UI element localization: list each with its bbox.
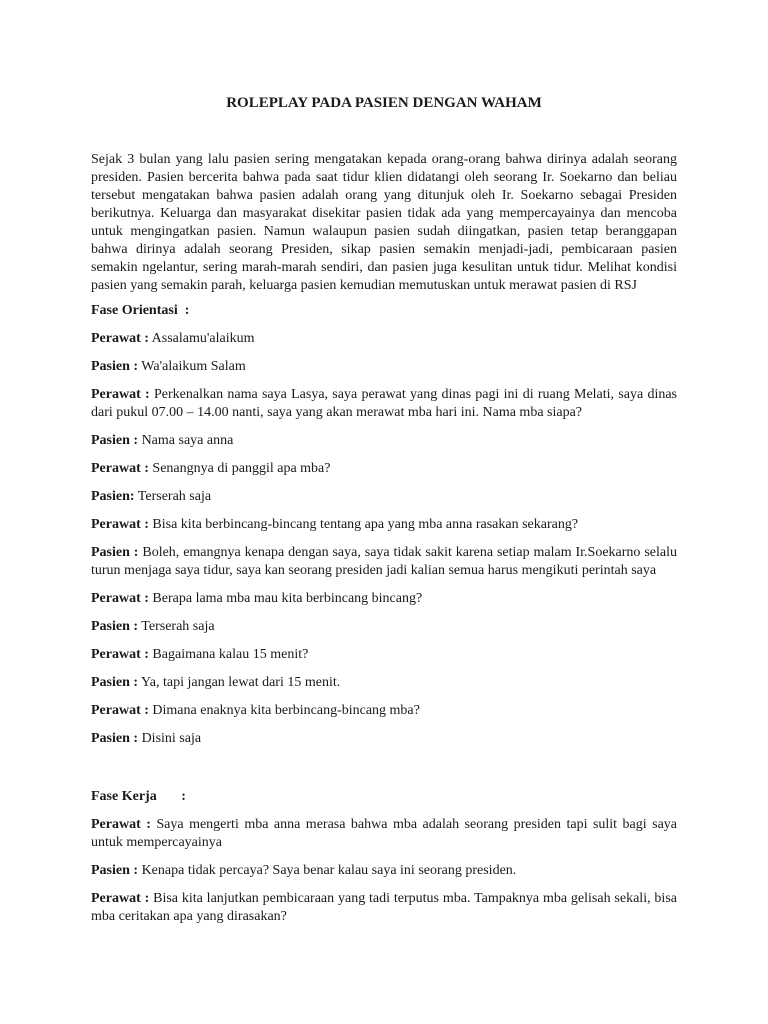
dialogue-text: Perkenalkan nama saya Lasya, saya perawat yang dinas pagi ini di ruang Melati, saya dinas dari pukul 07.00 – 14.00 nanti, saya yang akan merawat mba hari ini. Nama mba siapa?	[91, 387, 677, 420]
intro-paragraph: Sejak 3 bulan yang lalu pasien sering mengatakan kepada orang-orang bahwa dirinya adalah seorang presiden. Pasien bercerita bahwa pada saat tidur klien didatangi oleh seorang Ir. Soekarno dan beliau tersebut mengatakan bahwa pasien adalah orang yang ditunjuk oleh Ir. Soekarno sebagai Presiden berikutnya. Keluarga dan masyarakat disekitar pasien tidak ada yang mempercayainya dan mencoba untuk mengingatkan pasien. Namun walaupun pasien sudah diingatkan, pasien tetap beranggapan bahwa dirinya adalah seorang Presiden, sikap pasien semakin menjadi-jadi, pembicaraan pasien semakin ngelantur, sering marah-marah sendiri, dan pasien juga kesulitan untuk tidur. Melihat kondisi pasien yang semakin parah, keluarga pasien kemudian memutuskan untuk merawat pasien di RSJ	[91, 152, 677, 293]
dialogue-line	[91, 358, 677, 376]
dialogue-text: Senangnya di panggil apa mba?	[148, 461, 331, 476]
speaker-label: Perawat :	[91, 703, 149, 718]
dialogue-line	[91, 516, 677, 534]
dialogue-line	[91, 618, 677, 636]
speaker-label: Pasien :	[91, 675, 139, 690]
speaker-label: Perawat :	[91, 817, 151, 832]
document-title: ROLEPLAY PADA PASIEN DENGAN WAHAM	[226, 95, 542, 111]
speaker-label: Pasien :	[91, 359, 139, 374]
dialogue-sections	[91, 302, 677, 926]
dialogue-line	[91, 386, 677, 422]
speaker-label: Perawat :	[91, 647, 149, 662]
document-page	[91, 93, 677, 936]
speaker-label: Perawat :	[91, 461, 149, 476]
section-heading-kerja: Fase Kerja :	[91, 789, 186, 804]
speaker-label: Pasien :	[91, 731, 139, 746]
speaker-label: Perawat :	[91, 891, 150, 906]
section-heading-orientasi: Fase Orientasi :	[91, 303, 190, 318]
dialogue-line	[91, 330, 677, 348]
speaker-label: Perawat :	[91, 387, 150, 402]
dialogue-text: Berapa lama mba mau kita berbincang bincang?	[148, 591, 423, 606]
dialogue-line	[91, 862, 677, 880]
dialogue-text: Terserah saja	[134, 489, 212, 504]
dialogue-text: Ya, tapi jangan lewat dari 15 menit.	[138, 675, 341, 690]
dialogue-text: Bisa kita berbincang-bincang tentang apa yang mba anna rasakan sekarang?	[148, 517, 579, 532]
dialogue-text: Nama saya anna	[138, 433, 234, 448]
speaker-label: Perawat :	[91, 331, 149, 346]
dialogue-text: Dimana enaknya kita berbincang-bincang mba?	[148, 703, 420, 718]
speaker-label: Perawat :	[91, 517, 149, 532]
speaker-label: Pasien :	[91, 863, 139, 878]
dialogue-line	[91, 702, 677, 720]
speaker-label: Perawat :	[91, 591, 149, 606]
dialogue-line	[91, 590, 677, 608]
speaker-label: Pasien :	[91, 545, 139, 560]
dialogue-line	[91, 816, 677, 852]
speaker-label: Pasien :	[91, 619, 139, 634]
dialogue-text: Disini saja	[138, 731, 202, 746]
dialogue-line	[91, 432, 677, 450]
dialogue-line	[91, 890, 677, 926]
dialogue-text: Bagaimana kalau 15 menit?	[148, 647, 309, 662]
dialogue-line	[91, 460, 677, 478]
dialogue-line	[91, 646, 677, 664]
speaker-label: Pasien :	[91, 433, 139, 448]
speaker-label: Pasien:	[91, 489, 135, 504]
dialogue-text: Kenapa tidak percaya? Saya benar kalau saya ini seorang presiden.	[138, 863, 517, 878]
dialogue-line	[91, 674, 677, 692]
dialogue-text: Boleh, emangnya kenapa dengan saya, saya tidak sakit karena setiap malam Ir.Soekarno selalu turun menjaga saya tidur, saya kan seorang presiden jadi kalian semua harus mengikuti perintah saya	[91, 545, 677, 578]
dialogue-line	[91, 730, 677, 748]
dialogue-text: Assalamu'alaikum	[148, 331, 255, 346]
dialogue-text: Saya mengerti mba anna merasa bahwa mba adalah seorang presiden tapi sulit bagi saya untuk mempercayainya	[91, 817, 678, 850]
dialogue-line	[91, 544, 677, 580]
dialogue-text: Terserah saja	[138, 619, 215, 634]
dialogue-text: Wa'alaikum Salam	[138, 359, 246, 374]
dialogue-text: Bisa kita lanjutkan pembicaraan yang tadi terputus mba. Tampaknya mba gelisah sekali, bisa mba ceritakan apa yang dirasakan?	[91, 891, 677, 924]
dialogue-line	[91, 488, 677, 506]
